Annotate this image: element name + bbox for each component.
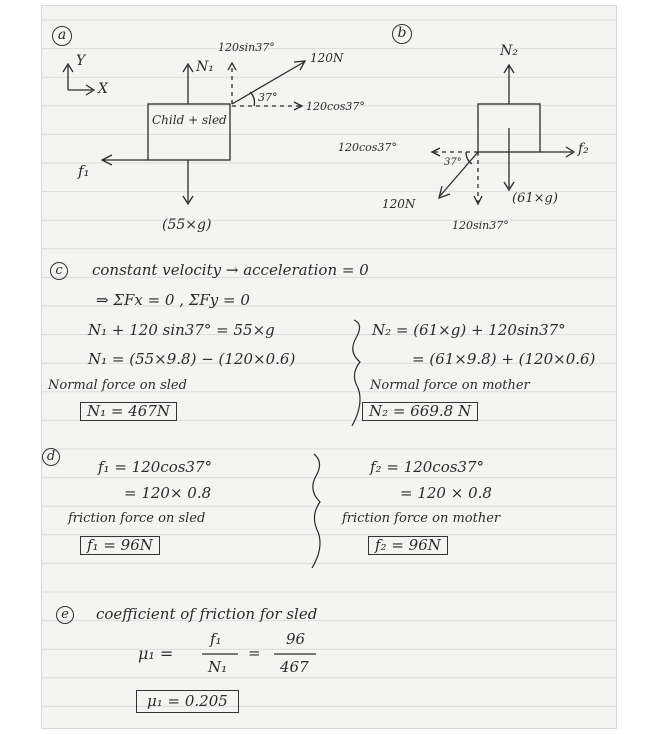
f2-answer-box: f₂ = 96N (368, 536, 448, 555)
equals-sign: = (248, 644, 261, 662)
b-angle-label: 37° (444, 157, 462, 168)
angle-label: 37° (258, 91, 278, 104)
vertical-component-label: 120sin37° (218, 41, 275, 54)
d-left-2: = 120× 0.8 (124, 484, 212, 502)
d-left-1: f₁ = 120cos37° (98, 458, 213, 476)
b-force-label: 120N (382, 197, 416, 211)
f1-label: f₁ (78, 162, 90, 180)
horizontal-component-label: 120cos37° (306, 100, 365, 113)
c-right-1: N₂ = (61×g) + 120sin37° (372, 321, 566, 339)
d-left-3: friction force on sled (68, 511, 206, 526)
c-line-2: ⇒ ΣFx = 0 , ΣFy = 0 (96, 291, 250, 309)
frac1-numerator: f₁ (210, 630, 222, 648)
f1-answer-box: f₁ = 96N (80, 536, 160, 555)
c-right-3: Normal force on mother (370, 378, 530, 393)
part-d-label: d (42, 448, 60, 466)
c-line-1: constant velocity → acceleration = 0 (92, 261, 369, 279)
frac1-denominator: N₁ (208, 658, 228, 676)
c-left-1: N₁ + 120 sin37° = 55×g (88, 321, 275, 339)
part-c-label: c (50, 262, 68, 280)
frac2-numerator: 96 (286, 630, 306, 648)
b-vertical-component-label: 120sin37° (452, 219, 509, 232)
box-label: Child + sled (152, 113, 227, 127)
mu-label: μ₁ = (138, 644, 174, 663)
b-horizontal-component-label: 120cos37° (338, 141, 397, 154)
force-label: 120N (310, 51, 344, 65)
c-left-3: Normal force on sled (48, 378, 187, 393)
n1-answer-box: N₁ = 467N (80, 402, 177, 421)
mu-answer-box: μ₁ = 0.205 (136, 690, 239, 713)
y-axis-label: Y (76, 53, 86, 69)
notebook-page (42, 6, 616, 728)
d-right-3: friction force on mother (342, 511, 501, 526)
d-right-2: = 120 × 0.8 (400, 484, 492, 502)
n1-label: N₁ (196, 59, 214, 75)
c-left-2: N₁ = (55×9.8) − (120×0.6) (88, 350, 296, 368)
c-right-2: = (61×9.8) + (120×0.6) (412, 350, 596, 368)
part-a-label: a (52, 26, 72, 46)
d-right-1: f₂ = 120cos37° (370, 458, 485, 476)
frac2-denominator: 467 (280, 658, 309, 676)
b-weight-label: (61×g) (512, 191, 558, 206)
e-line-1: coefficient of friction for sled (96, 605, 318, 623)
n2-answer-box: N₂ = 669.8 N (362, 402, 478, 421)
weight-label: (55×g) (162, 217, 212, 233)
n2-label: N₂ (500, 43, 518, 59)
part-e-label: e (56, 606, 74, 624)
part-b-label: b (392, 24, 412, 44)
x-axis-label: X (98, 81, 108, 97)
f2-label: f₂ (578, 141, 589, 157)
fraction-bars (42, 6, 616, 728)
